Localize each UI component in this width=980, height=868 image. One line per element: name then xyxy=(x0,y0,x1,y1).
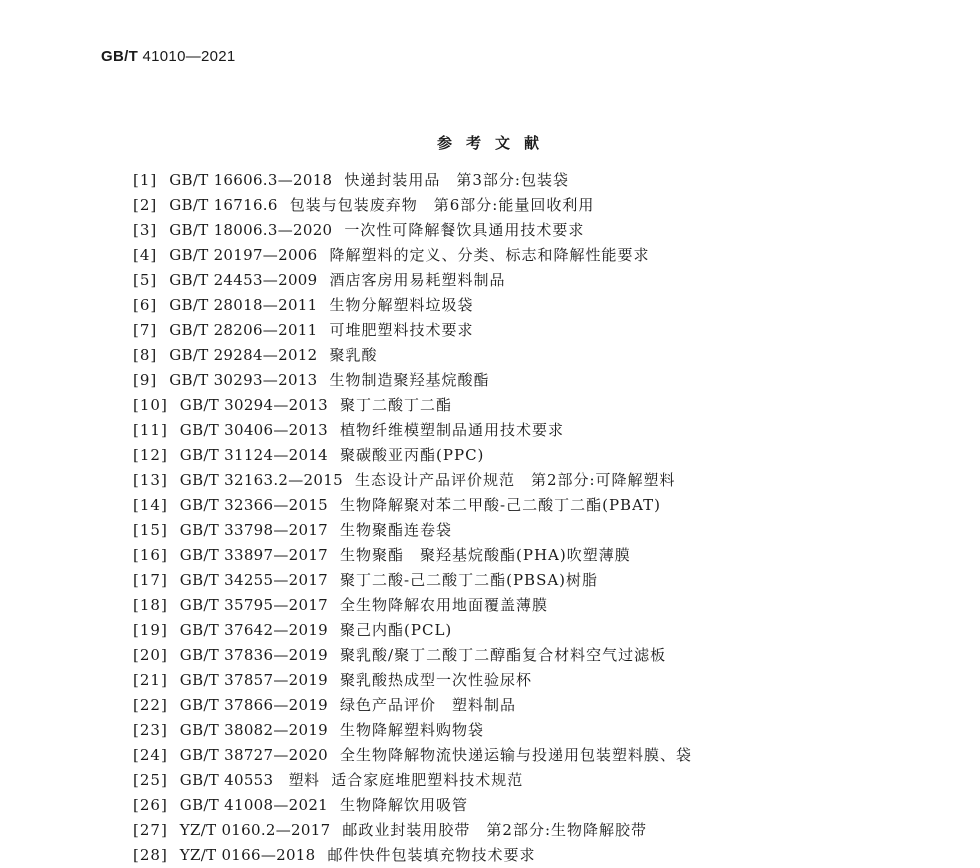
reference-code: GB/T 29284—2012 xyxy=(169,346,318,364)
reference-title: 酒店客房用易耗塑料制品 xyxy=(329,271,506,289)
reference-number: [7] xyxy=(133,321,158,339)
reference-item xyxy=(133,618,692,643)
reference-number: [23] xyxy=(133,721,168,739)
reference-code: GB/T 38727—2020 xyxy=(179,746,329,764)
reference-item xyxy=(133,418,692,443)
reference-title: 一次性可降解餐饮具通用技术要求 xyxy=(344,221,585,239)
reference-title: 聚碳酸亚丙酯(PPC) xyxy=(340,446,485,464)
reference-code: GB/T 28206—2011 xyxy=(169,321,318,339)
reference-item xyxy=(133,668,692,693)
reference-title: 生物聚酯连卷袋 xyxy=(340,521,453,539)
reference-item xyxy=(133,393,692,418)
reference-item xyxy=(133,643,692,668)
reference-number: [25] xyxy=(133,771,168,789)
reference-title: 生物降解饮用吸管 xyxy=(340,796,469,814)
reference-item xyxy=(133,718,692,743)
reference-number: [21] xyxy=(133,671,168,689)
reference-item xyxy=(133,243,692,268)
reference-number: [11] xyxy=(133,421,168,439)
reference-item xyxy=(133,293,692,318)
reference-code: GB/T 18006.3—2020 xyxy=(169,221,333,239)
reference-number: [8] xyxy=(133,346,158,364)
reference-title: 生物制造聚羟基烷酸酯 xyxy=(329,371,490,389)
reference-code: GB/T 33798—2017 xyxy=(179,521,329,539)
reference-number: [17] xyxy=(133,571,168,589)
reference-code: GB/T 37836—2019 xyxy=(179,646,329,664)
reference-number: [24] xyxy=(133,746,168,764)
reference-title: 降解塑料的定义、分类、标志和降解性能要求 xyxy=(329,246,650,264)
reference-title: 可堆肥塑料技术要求 xyxy=(329,321,474,339)
reference-code: GB/T 37857—2019 xyxy=(179,671,329,689)
reference-number: [6] xyxy=(133,296,158,314)
reference-number: [20] xyxy=(133,646,168,664)
reference-item xyxy=(133,843,692,868)
reference-item xyxy=(133,318,692,343)
reference-list xyxy=(133,168,692,868)
reference-code: GB/T 35795—2017 xyxy=(179,596,329,614)
reference-item xyxy=(133,443,692,468)
reference-code: GB/T 24453—2009 xyxy=(169,271,318,289)
reference-code: YZ/T 0166—2018 xyxy=(179,846,316,864)
reference-item xyxy=(133,568,692,593)
reference-item xyxy=(133,493,692,518)
standard-number: 41010—2021 xyxy=(138,48,236,65)
reference-title: 绿色产品评价 塑料制品 xyxy=(340,696,517,714)
reference-number: [28] xyxy=(133,846,168,864)
reference-number: [26] xyxy=(133,796,168,814)
reference-title: 包装与包装废弃物 第6部分:能量回收利用 xyxy=(289,196,595,214)
reference-title: 全生物降解物流快递运输与投递用包装塑料膜、袋 xyxy=(340,746,693,764)
document-header xyxy=(101,48,236,65)
reference-code: GB/T 38082—2019 xyxy=(179,721,329,739)
reference-item xyxy=(133,543,692,568)
reference-item xyxy=(133,743,692,768)
reference-number: [5] xyxy=(133,271,158,289)
reference-item xyxy=(133,693,692,718)
reference-number: [27] xyxy=(133,821,168,839)
reference-item xyxy=(133,468,692,493)
reference-title: 植物纤维模塑制品通用技术要求 xyxy=(340,421,565,439)
reference-number: [2] xyxy=(133,196,158,214)
reference-item xyxy=(133,343,692,368)
reference-number: [12] xyxy=(133,446,168,464)
reference-number: [19] xyxy=(133,621,168,639)
reference-title: 聚丁二酸丁二酯 xyxy=(340,396,453,414)
reference-code: YZ/T 0160.2—2017 xyxy=(179,821,331,839)
reference-number: [14] xyxy=(133,496,168,514)
reference-title: 生态设计产品评价规范 第2部分:可降解塑料 xyxy=(354,471,676,489)
reference-item xyxy=(133,593,692,618)
reference-code: GB/T 31124—2014 xyxy=(179,446,329,464)
reference-title: 生物降解塑料购物袋 xyxy=(340,721,485,739)
reference-code: GB/T 32163.2—2015 xyxy=(179,471,343,489)
reference-code: GB/T 30293—2013 xyxy=(169,371,318,389)
reference-code: GB/T 37866—2019 xyxy=(179,696,329,714)
reference-code: GB/T 30406—2013 xyxy=(179,421,329,439)
reference-number: [15] xyxy=(133,521,168,539)
reference-code: GB/T 28018—2011 xyxy=(169,296,318,314)
reference-title: 邮件快件包装填充物技术要求 xyxy=(327,846,536,864)
reference-title: 适合家庭堆肥塑料技术规范 xyxy=(331,771,524,789)
reference-number: [22] xyxy=(133,696,168,714)
section-title: 参考文献 xyxy=(436,134,553,152)
reference-title: 生物聚酯 聚羟基烷酸酯(PHA)吹塑薄膜 xyxy=(340,546,631,564)
reference-item xyxy=(133,368,692,393)
reference-item xyxy=(133,518,692,543)
reference-item xyxy=(133,168,692,193)
reference-code: GB/T 30294—2013 xyxy=(179,396,329,414)
reference-code: GB/T 16606.3—2018 xyxy=(169,171,333,189)
reference-title: 生物降解聚对苯二甲酸-己二酸丁二酯(PBAT) xyxy=(340,496,661,514)
reference-item xyxy=(133,793,692,818)
standard-prefix: GB/T xyxy=(101,48,139,65)
reference-item xyxy=(133,818,692,843)
reference-code: GB/T 16716.6 xyxy=(169,196,278,214)
reference-item xyxy=(133,768,692,793)
reference-title: 快递封装用品 第3部分:包装袋 xyxy=(344,171,569,189)
reference-code: GB/T 32366—2015 xyxy=(179,496,329,514)
reference-title: 全生物降解农用地面覆盖薄膜 xyxy=(340,596,549,614)
reference-code: GB/T 33897—2017 xyxy=(179,546,329,564)
reference-title: 邮政业封装用胶带 第2部分:生物降解胶带 xyxy=(342,821,648,839)
reference-number: [1] xyxy=(133,171,158,189)
reference-code: GB/T 37642—2019 xyxy=(179,621,329,639)
reference-code: GB/T 40553 塑料 xyxy=(179,771,320,789)
reference-number: [3] xyxy=(133,221,158,239)
reference-title: 聚乳酸 xyxy=(329,346,378,364)
reference-number: [18] xyxy=(133,596,168,614)
reference-number: [9] xyxy=(133,371,158,389)
reference-number: [4] xyxy=(133,246,158,264)
reference-title: 聚乳酸/聚丁二酸丁二醇酯复合材料空气过滤板 xyxy=(340,646,667,664)
reference-title: 聚丁二酸-己二酸丁二酯(PBSA)树脂 xyxy=(340,571,599,589)
reference-title: 聚乳酸热成型一次性验尿杯 xyxy=(340,671,533,689)
reference-title: 聚己内酯(PCL) xyxy=(340,621,453,639)
reference-item xyxy=(133,193,692,218)
reference-number: [10] xyxy=(133,396,168,414)
reference-code: GB/T 34255—2017 xyxy=(179,571,329,589)
reference-item xyxy=(133,268,692,293)
reference-title: 生物分解塑料垃圾袋 xyxy=(329,296,474,314)
reference-number: [13] xyxy=(133,471,168,489)
reference-code: GB/T 20197—2006 xyxy=(169,246,318,264)
reference-item xyxy=(133,218,692,243)
reference-number: [16] xyxy=(133,546,168,564)
reference-code: GB/T 41008—2021 xyxy=(179,796,329,814)
